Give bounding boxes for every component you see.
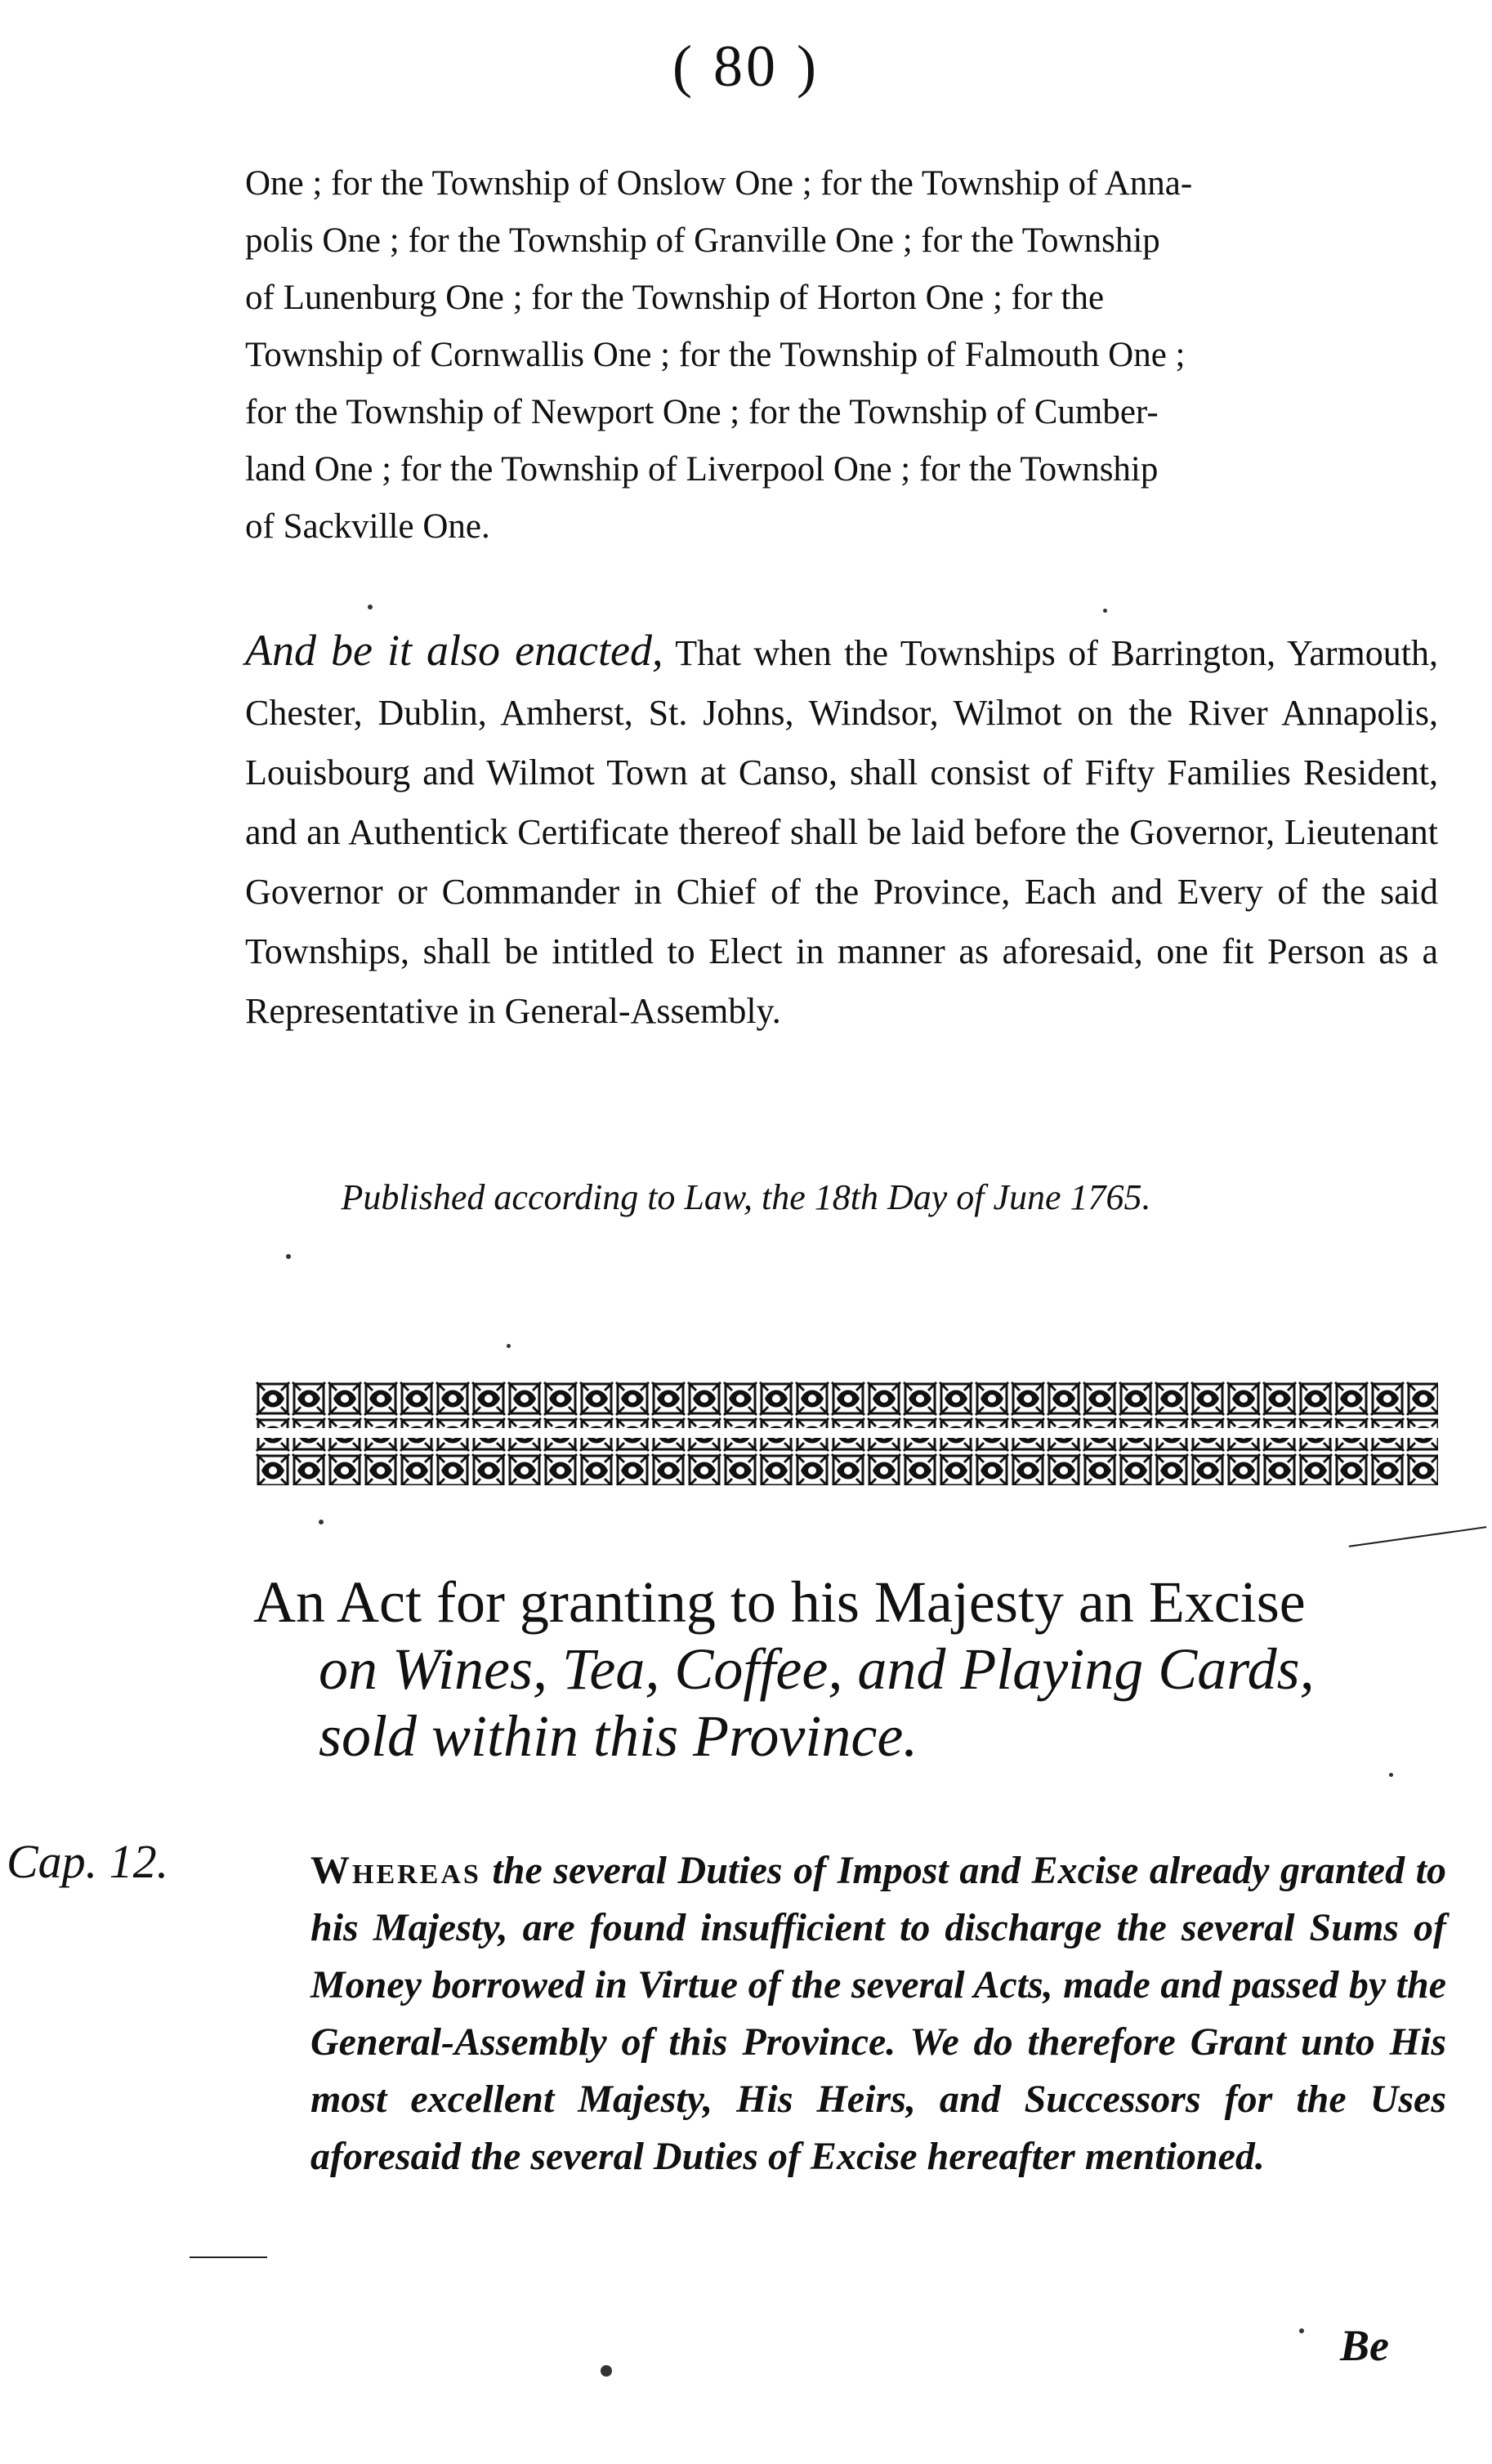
text-line: of Sackville One. xyxy=(245,507,490,546)
paragraph-townships-list xyxy=(245,155,1438,556)
scan-speck xyxy=(1389,1773,1393,1777)
act-title-line: An Act for granting to his Majesty an Excise xyxy=(253,1569,1306,1635)
published-line: Published according to Law, the 18th Day of June 1765. xyxy=(341,1177,1151,1217)
catchword: Be xyxy=(1340,2321,1389,2370)
act-title-line: on Wines, Tea, Coffee, and Playing Cards, xyxy=(319,1636,1315,1702)
scan-speck xyxy=(601,2365,612,2377)
scan-speck xyxy=(368,605,373,609)
pen-mark xyxy=(190,2256,267,2258)
scan-speck xyxy=(286,1254,291,1259)
paragraph-enactment xyxy=(245,621,1438,1041)
preamble-lead: Whereas xyxy=(310,1849,481,1892)
act-title-line: sold within this Province. xyxy=(319,1703,918,1769)
text-line: Township of Cornwallis One ; for the Township of Falmouth One ; xyxy=(245,336,1186,374)
enactment-lead: And be it also enacted, xyxy=(245,626,663,675)
scan-speck xyxy=(1299,2328,1304,2333)
printers-ornament xyxy=(255,1381,1438,1485)
scan-speck xyxy=(507,1344,511,1348)
margin-note-chapter: Cap. 12. xyxy=(7,1835,169,1888)
text-line: land One ; for the Township of Liverpool One ; for the Township xyxy=(245,450,1159,489)
preamble-text: the several Duties of Impost and Excise already granted to his Majesty, are found insufficient to discharge the several Sums of Money borrowed in Virtue of the several Acts, made and passed by the General-Assembly of this Province. We do therefore Grant unto His most excellent Majesty, His Heirs, and Successors for the Uses aforesaid the several Duties of Excise hereafter mentioned. xyxy=(310,1849,1446,2178)
enactment-text: That when the Townships of Barrington, Yarmouth, Chester, Dublin, Amherst, St. Johns, Windsor, Wilmot on the River Annapolis, Louisbourg and Wilmot Town at Canso, shall consist of Fifty Families Resident, and an Authentick Certificate thereof shall be laid before the Governor, Lieutenant Governor or Commander in Chief of the Province, Each and Every of the said Townships, shall be intitled to Elect in manner as aforesaid, one fit Person as a Representative in General-Assembly. xyxy=(245,633,1438,1031)
pen-mark xyxy=(1349,1526,1487,1547)
text-line: polis One ; for the Township of Granville One ; for the Township xyxy=(245,221,1160,260)
ornament-band-icon xyxy=(255,1381,1438,1485)
scan-speck xyxy=(1103,609,1107,613)
act-title xyxy=(253,1569,1446,1770)
act-preamble xyxy=(310,1842,1446,2185)
page-number: ( 80 ) xyxy=(672,33,820,99)
text-line: for the Township of Newport One ; for the Township of Cumber- xyxy=(245,393,1159,431)
text-line: of Lunenburg One ; for the Township of Horton One ; for the xyxy=(245,279,1105,317)
text-line: One ; for the Township of Onslow One ; for the Township of Anna- xyxy=(245,164,1193,203)
scan-speck xyxy=(319,1520,324,1524)
